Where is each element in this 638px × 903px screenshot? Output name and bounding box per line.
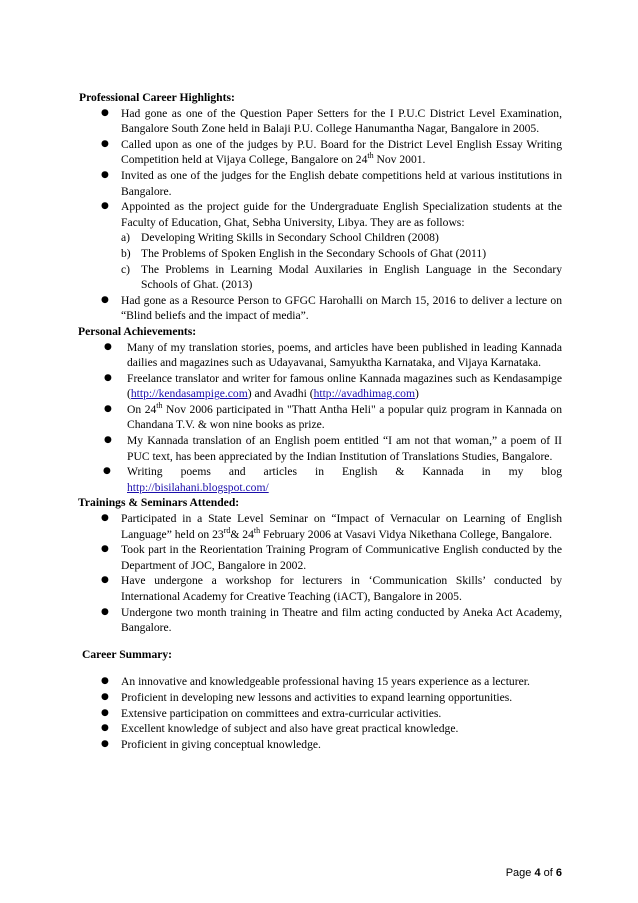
blog-word: Kannada [422,465,464,479]
professional-list [78,106,562,324]
blog-word: Writing [127,465,163,479]
blog-word: in [315,465,325,479]
list-item [100,433,562,464]
career-list [78,674,562,752]
list-item [97,199,562,293]
ordinal-suffix: rd [223,525,231,535]
list-item-text: My Kannada translation of an English poem entitled “I am not that woman,” a poem of II PUC text, has been appreciated by the Indian Institution of Translations Studies, Bangalore. [127,434,562,463]
ordinal-suffix: th [253,525,261,535]
list-item-text: An innovative and knowledgeable professional having 15 years experience as a lecturer. [121,675,530,689]
list-item [97,573,562,604]
ordinal-suffix: th [156,401,163,411]
list-item-text: Proficient in giving conceptual knowledge. [121,737,321,751]
list-item [97,706,562,722]
bullet-dot-icon: ● [104,403,112,414]
blog-word: blog [541,465,562,479]
blog-word: my [508,465,524,479]
bullet-dot-icon: ● [103,466,111,477]
list-item [97,605,562,636]
list-item [100,371,562,402]
list-item-text-post: Nov 2006 participated in "Thatt Antha Heli" a popular quiz program in Kannada on Chandana T.V. & won nine books as prize. [127,402,562,432]
list-item [97,737,562,753]
project-item [121,246,562,262]
bullet-dot-icon: ● [101,169,109,180]
section-heading-personal: Personal Achievements: [78,324,197,338]
list-item [97,106,562,137]
bullet-dot-icon: ● [101,676,109,687]
bullet-dot-icon: ● [101,138,109,149]
avadhi-link[interactable]: http://avadhimag.com [313,387,415,401]
section-heading-professional: Professional Career Highlights: [79,91,235,104]
list-item [97,168,562,199]
list-item-text: Freelance translator and writer for famous online Kannada magazines such as Kendasampige ( [127,371,562,401]
project-text: The Problems in Learning Modal Auxilaries in English Language in the Secondary Schools of Ghat. (2013) [141,262,562,292]
bullet-dot-icon: ● [101,513,109,524]
list-item-text-mid: & 24 [230,527,254,541]
list-item [97,721,562,737]
list-item-text-post: February 2006 at Vasavi Vidya Nikethana College, Bangalore. [260,527,552,541]
bullet-dot-icon: ● [101,201,109,212]
project-item [121,230,562,246]
bullet-dot-icon: ● [101,691,109,702]
bullet-dot-icon: ● [101,606,109,617]
personal-list [78,340,562,496]
list-item [100,402,562,433]
list-item-text-mid: ) and Avadhi ( [247,387,314,401]
list-item-text: Extensive participation on committees and extra-curricular activities. [121,706,442,720]
blog-word: articles [263,465,298,479]
bullet-dot-icon: ● [101,544,109,555]
project-text: Developing Writing Skills in Secondary School Children (2008) [141,231,439,245]
footer-page-total: 6 [555,867,562,879]
trainings-list [78,511,562,636]
bullet-dot-icon: ● [101,294,109,305]
bullet-dot-icon: ● [101,107,109,118]
blog-link[interactable]: http://bisilahani.blogspot.com/ [127,480,269,494]
blog-word: English [342,465,378,479]
list-item-text: Had gone as one of the Question Paper Setters for the I P.U.C District Level Examination, Bangalore South Zone held in Balaji P.U. College Hanumantha Nagar, Bangalore in 2005. [121,106,562,136]
section-heading-trainings: Trainings & Seminars Attended: [78,496,240,510]
list-item-text: On 24 [127,402,157,416]
list-item [97,542,562,573]
list-item-text: Appointed as the project guide for the Undergraduate English Specialization students at the Faculty of Education, Ghat, Sebha University, Libya. They are as follows: [121,200,562,229]
blog-word: poems [180,465,211,479]
footer-of-label: of [540,867,556,879]
list-item [100,340,562,371]
list-item-text: Had gone as a Resource Person to GFGC Harohalli on March 15, 2016 to deliver a lecture on “Blind beliefs and the impact of media”. [121,293,562,323]
list-item-text: Participated in a State Level Seminar on “Impact of Vernacular on Learning of English Language” held on 23 [121,512,562,541]
project-text: The Problems of Spoken English in the Secondary Schools of Ghat (2011) [141,246,487,260]
blog-line [127,464,562,480]
list-item-text-post: ) [415,387,419,401]
bullet-dot-icon: ● [101,575,109,586]
blog-word: and [228,465,246,479]
list-item-text: Undergone two month training in Theatre and film acting conducted by Aneka Act Academy, Bangalore. [121,605,562,635]
list-item-text: Excellent knowledge of subject and also have great practical knowledge. [121,722,459,736]
page-footer [506,866,562,882]
ordinal-suffix: th [367,151,374,161]
bullet-dot-icon: ● [101,707,109,718]
list-item [97,690,562,706]
bullet-dot-icon: ● [104,372,112,383]
list-item-text: Proficient in developing new lessons and activities to expand learning opportunities. [121,690,513,704]
footer-page-label: Page [505,867,535,879]
list-item-text-tail: Nov 2001. [373,153,426,167]
list-item-text: Many of my translation stories, poems, and articles have been published in leading Kannada dailies and magazines such as Udayavanai, Samyuktha Karnataka, and Vijaya Karnataka. [127,340,562,370]
project-marker: a) [121,231,131,245]
blog-word: in [481,465,491,479]
list-item [97,293,562,324]
footer-page-number: 4 [534,867,541,879]
bullet-dot-icon: ● [104,341,112,352]
list-item-text: Took part in the Reorientation Training Program of Communicative English conducted by the Department of JOC, Bangalore in 2002. [121,543,562,572]
bullet-dot-icon: ● [101,738,109,749]
section-heading-career: Career Summary: [82,647,173,661]
project-marker: b) [121,246,131,260]
list-item [97,511,562,542]
project-marker: c) [121,262,131,276]
project-list [121,230,562,292]
list-item-text: Have undergone a workshop for lecturers in ‘Communication Skills’ conducted by International Academy for Creative Teaching (iACT), Bangalore in 2005. [121,574,562,603]
kendasampige-link[interactable]: http://kendasampige.com [130,387,248,401]
blog-word: & [395,465,405,479]
bullet-dot-icon: ● [104,435,112,446]
list-item-text: Called upon as one of the judges by P.U. Board for the District Level English Essay Writing Competition held at Vijaya College, Bangalore on 24 [121,137,562,167]
resume-content [78,90,562,752]
list-item-text: Invited as one of the judges for the English debate competitions held at various institutions in Bangalore. [121,168,562,198]
list-item [97,674,562,690]
list-item [97,137,562,168]
project-item [121,262,562,293]
list-item [100,464,562,495]
bullet-dot-icon: ● [101,723,109,734]
